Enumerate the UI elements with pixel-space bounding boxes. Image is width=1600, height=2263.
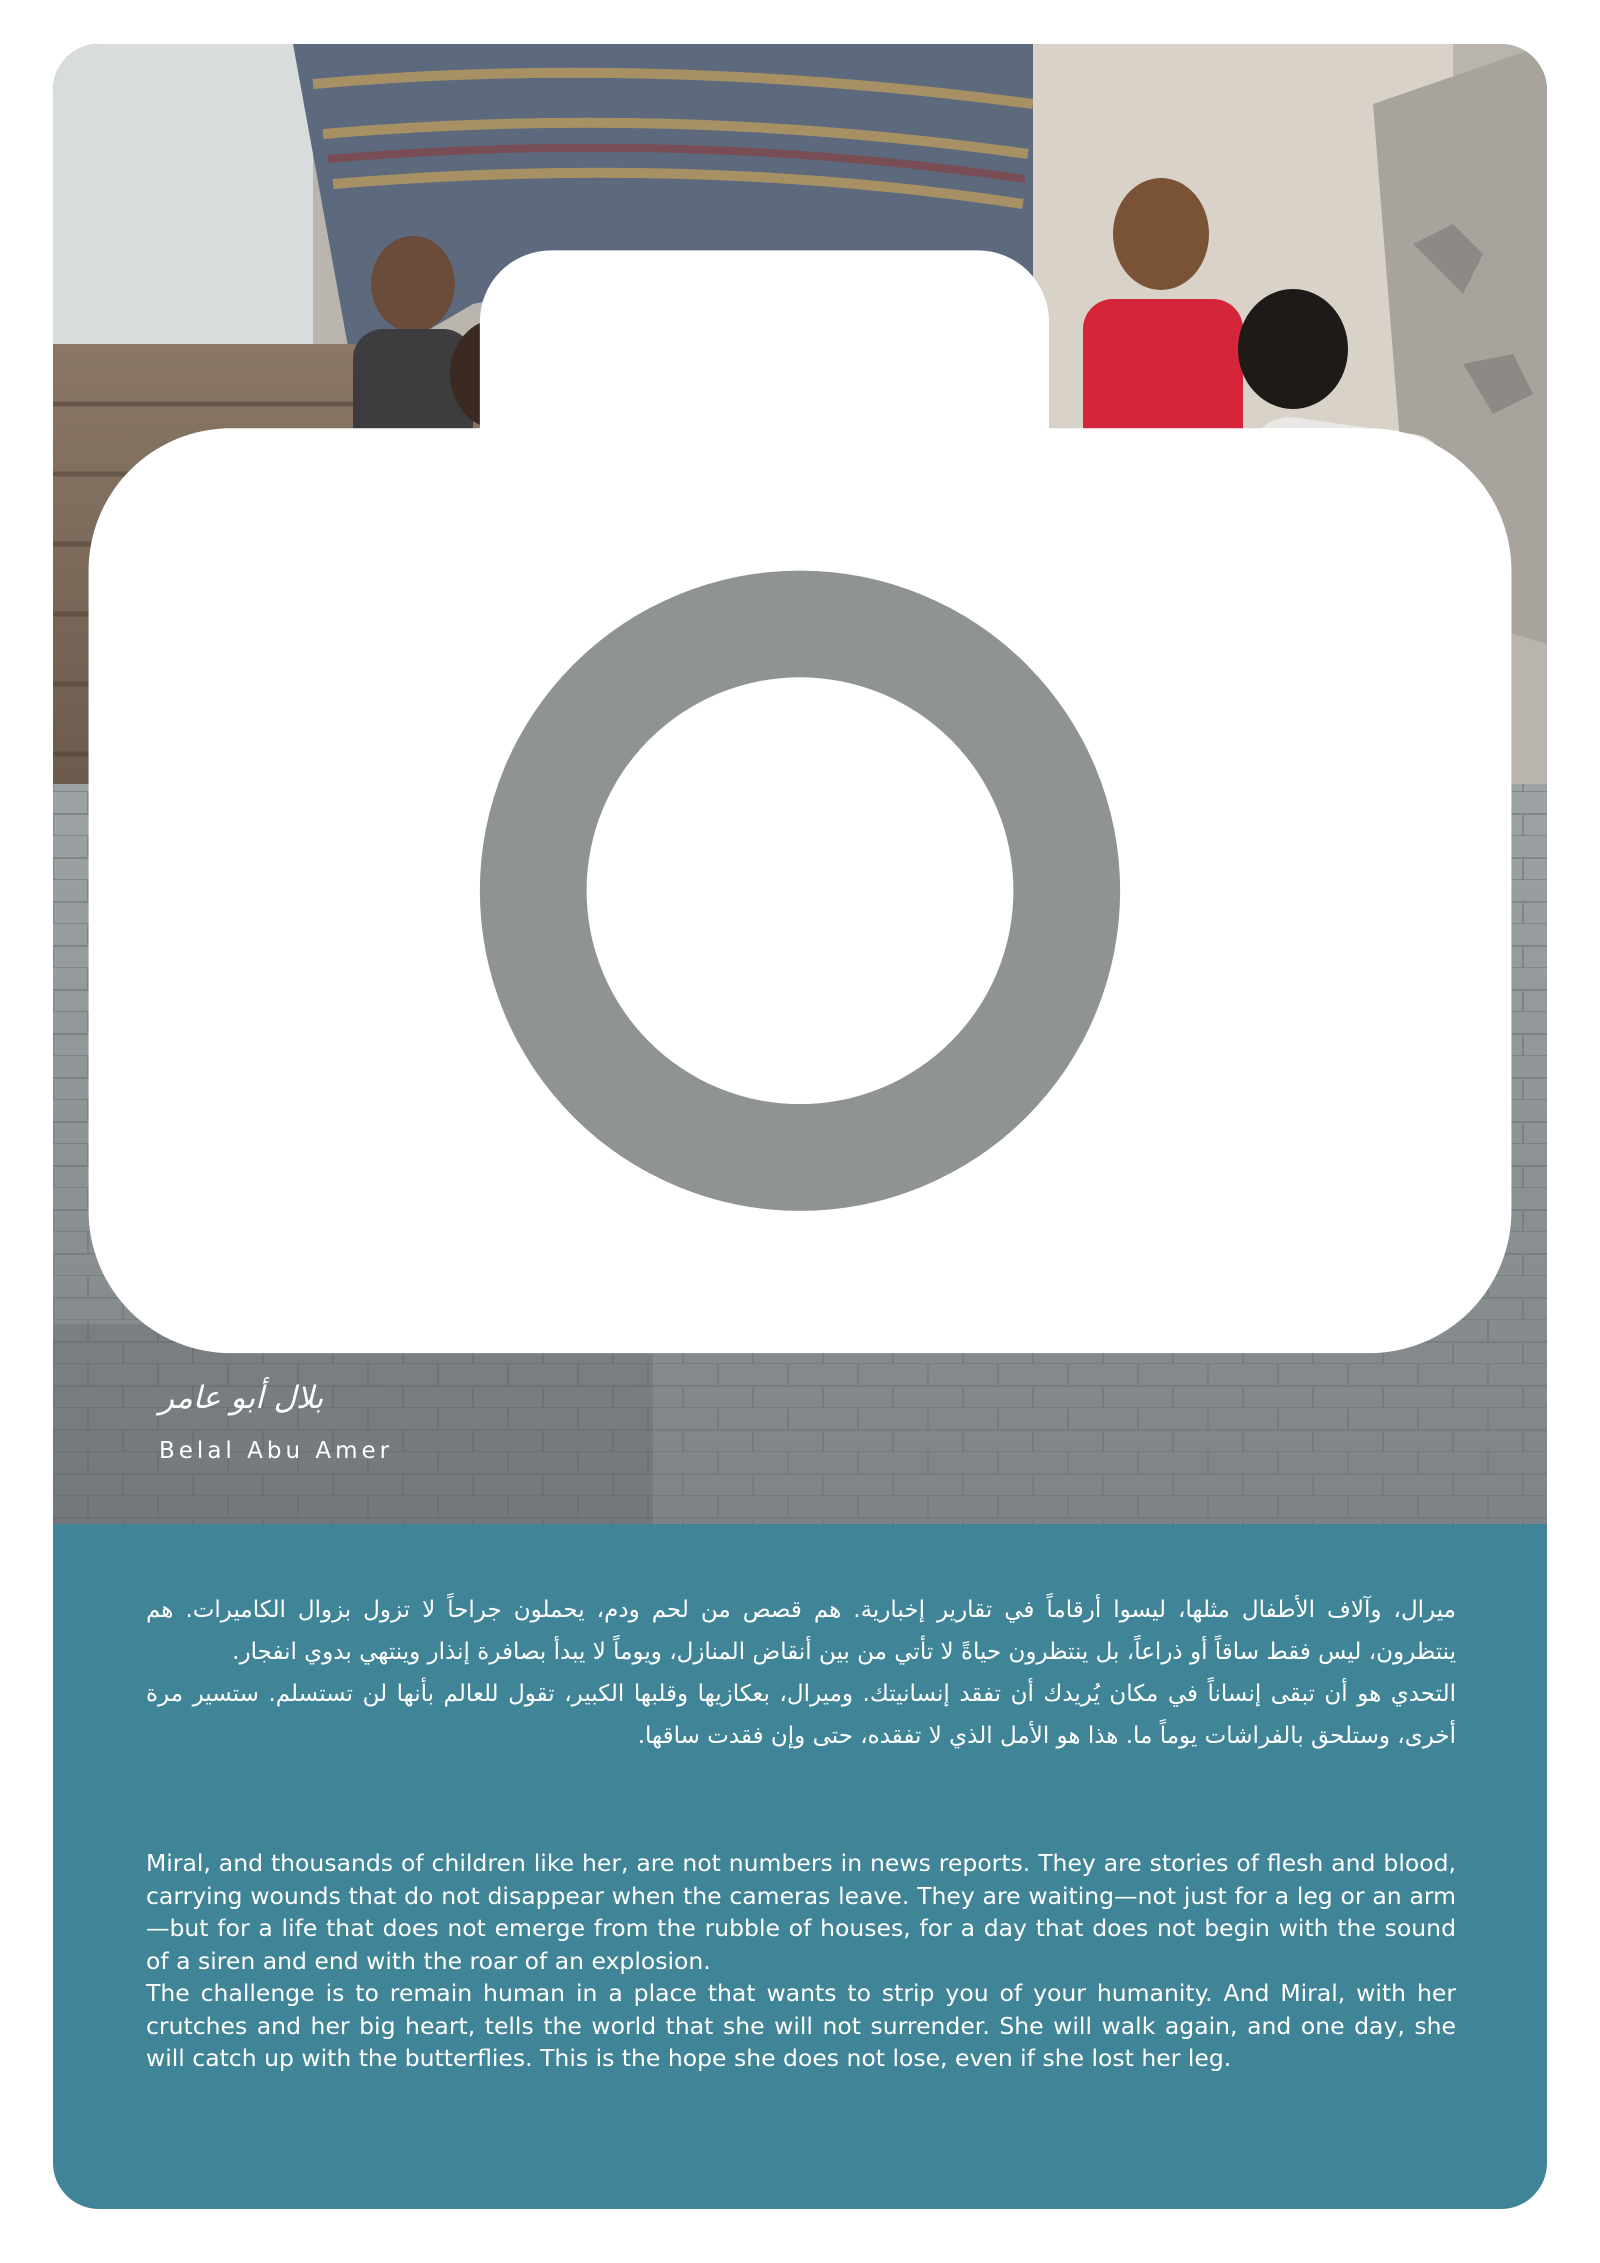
arabic-paragraph-1: ميرال، وآلاف الأطفال مثلها، ليسوا أرقاماً في تقارير إخبارية. هم قصص من لحم ودم، يحملون جراحاً لا تزول بزوال الكاميرات. هم ينتظرون، ليس فقط ساقاً أو ذراعاً، بل ينتظرون حياةً لا تأتي من بين أنقاض المنازل، ويوماً لا يبدأ بصافرة إنذار وينتهي بدوي انفجار.	[146, 1597, 1456, 1665]
english-text	[146, 1847, 1456, 2075]
story-card	[53, 44, 1547, 2209]
photographer-credit-english: Belal Abu Amer	[159, 1438, 394, 1464]
arabic-paragraph-2: التحدي هو أن تبقى إنساناً في مكان يُريدك أن تفقد إنسانيتك. وميرال، بعكازيها وقلبها الكبير، تقول للعالم بأنها لن تستسلم. ستسير مرة أخرى، وستلحق بالفراشات يوماً ما. هذا هو الأمل الذي لا تفقده، حتى وإن فقدت ساقها.	[146, 1681, 1456, 1749]
arabic-text	[146, 1589, 1456, 1757]
english-paragraph-2: The challenge is to remain human in a place that wants to strip you of your humanity. And Miral, with her crutches and her big heart, tells the world that she will not surrender. She will walk again, and one day, she will catch up with the butterflies. This is the hope she does not lose, even if she lost her leg.	[146, 1979, 1456, 2072]
camera-icon	[53, 44, 1547, 1524]
photographer-credit-arabic: بلال أبو عامر	[159, 1380, 324, 1416]
photo	[53, 44, 1547, 1524]
english-paragraph-1: Miral, and thousands of children like her, are not numbers in news reports. They are stories of flesh and blood, carrying wounds that do not disappear when the cameras leave. They are waiting—not just for a leg or an arm—but for a life that does not emerge from the rubble of houses, for a day that does not begin with the sound of a siren and end with the roar of an explosion.	[146, 1849, 1456, 1975]
